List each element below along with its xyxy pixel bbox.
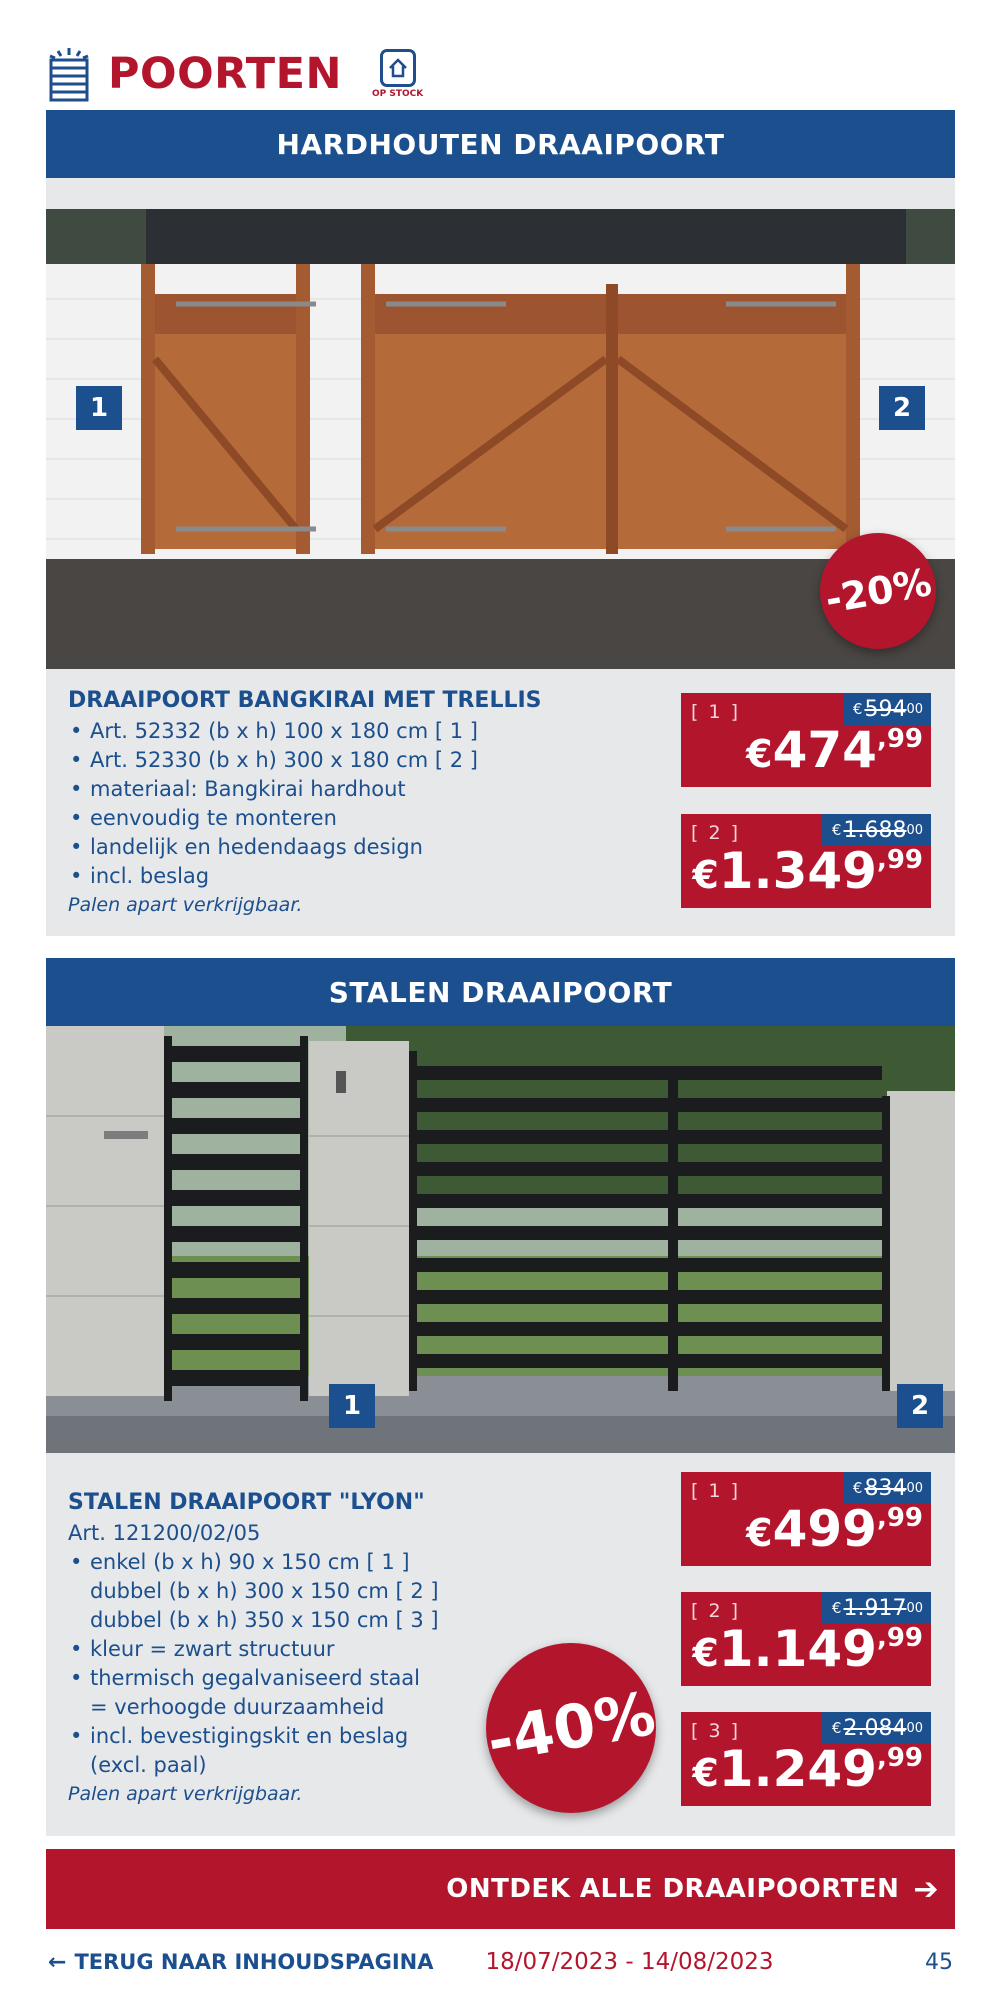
feature-item: = verhoogde duurzaamheid xyxy=(90,1695,385,1719)
cta-label: ONTDEK ALLE DRAAIPOORTEN xyxy=(446,1874,900,1904)
validity-dates: 18/07/2023 - 14/08/2023 xyxy=(485,1949,774,1975)
section-title: HARDHOUTEN DRAAIPOORT xyxy=(46,110,955,178)
page-number: 45 xyxy=(925,1949,953,1975)
variant-tag-1: 1 xyxy=(76,386,122,430)
product-description xyxy=(68,1490,439,1808)
new-price: $€499^{,99}$ xyxy=(746,1500,923,1558)
discount-badge: -20% xyxy=(820,533,936,649)
price-box-2 xyxy=(681,1592,931,1686)
feature-item: • Art. 52332 (b x h) 100 x 180 cm [ 1 ] xyxy=(68,717,542,746)
new-price: $€1.249^{,99}$ xyxy=(692,1740,923,1798)
feature-item: • incl. beslag xyxy=(68,862,542,891)
feature-item: • Art. 52330 (b x h) 300 x 180 cm [ 2 ] xyxy=(68,746,542,775)
price-index: [ 2 ] xyxy=(691,822,740,844)
new-price: $€1.149^{,99}$ xyxy=(692,1620,923,1678)
arrow-left-icon: ← xyxy=(48,1949,67,1975)
old-price: € 594 00 xyxy=(843,693,931,725)
stock-badge xyxy=(372,49,423,99)
gate-icon xyxy=(46,46,92,102)
price-box-1 xyxy=(681,1472,931,1566)
house-icon xyxy=(380,49,416,87)
page-title: POORTEN xyxy=(108,49,342,99)
product-description xyxy=(68,688,542,919)
feature-item: • materiaal: Bangkirai hardhout xyxy=(68,775,542,804)
article-number: Art. 121200/02/05 xyxy=(68,1521,261,1545)
feature-item: • landelijk en hedendaags design xyxy=(68,833,542,862)
section-steel-gate xyxy=(46,958,955,1836)
steel-gate-photo xyxy=(46,1026,955,1453)
stock-label: OP STOCK xyxy=(372,89,424,99)
section-hardwood-gate xyxy=(46,110,955,936)
back-to-contents-link[interactable] xyxy=(48,1950,433,1975)
feature-item: • eenvoudig te monteren xyxy=(68,804,542,833)
new-price: $€474^{,99}$ xyxy=(746,721,923,779)
hardwood-gate-photo xyxy=(46,209,955,669)
old-price: € 1.688 00 xyxy=(822,814,931,846)
price-box-1 xyxy=(681,693,931,787)
discount-badge: -40% xyxy=(486,1643,656,1813)
page-footer xyxy=(48,1944,953,1980)
product-note: Palen apart verkrijgbaar. xyxy=(68,1783,303,1805)
price-index: [ 2 ] xyxy=(691,1600,740,1622)
old-price: € 1.917 00 xyxy=(822,1592,931,1624)
back-link-label: TERUG NAAR INHOUDSPAGINA xyxy=(74,1950,434,1974)
feature-item: • incl. bevestigingskit en beslag xyxy=(68,1722,439,1751)
price-index: [ 3 ] xyxy=(691,1720,740,1742)
price-index: [ 1 ] xyxy=(691,1480,740,1502)
feature-item: • thermisch gegalvaniseerd staal xyxy=(68,1664,439,1693)
product-title: DRAAIPOORT BANGKIRAI MET TRELLIS xyxy=(68,688,542,713)
variant-tag-1: 1 xyxy=(329,1384,375,1428)
arrow-right-icon: ➔ xyxy=(913,1871,939,1907)
feature-item: (excl. paal) xyxy=(90,1753,207,1777)
product-title: STALEN DRAAIPOORT "LYON" xyxy=(68,1490,425,1515)
discover-all-gates-button[interactable] xyxy=(46,1849,955,1929)
feature-item: dubbel (b x h) 350 x 150 cm [ 3 ] xyxy=(90,1608,439,1632)
section-title: STALEN DRAAIPOORT xyxy=(46,958,955,1026)
variant-tag-2: 2 xyxy=(897,1384,943,1428)
old-price: € 2.084 00 xyxy=(822,1712,931,1744)
old-price: € 834 00 xyxy=(843,1472,931,1504)
price-index: [ 1 ] xyxy=(691,701,740,723)
feature-item: • enkel (b x h) 90 x 150 cm [ 1 ] xyxy=(68,1548,439,1577)
price-box-2 xyxy=(681,814,931,908)
page-header xyxy=(46,44,423,104)
feature-item: dubbel (b x h) 300 x 150 cm [ 2 ] xyxy=(90,1579,439,1603)
product-note: Palen apart verkrijgbaar. xyxy=(68,894,303,916)
price-box-3 xyxy=(681,1712,931,1806)
variant-tag-2: 2 xyxy=(879,386,925,430)
feature-item: • kleur = zwart structuur xyxy=(68,1635,439,1664)
new-price: $€1.349^{,99}$ xyxy=(692,842,923,900)
